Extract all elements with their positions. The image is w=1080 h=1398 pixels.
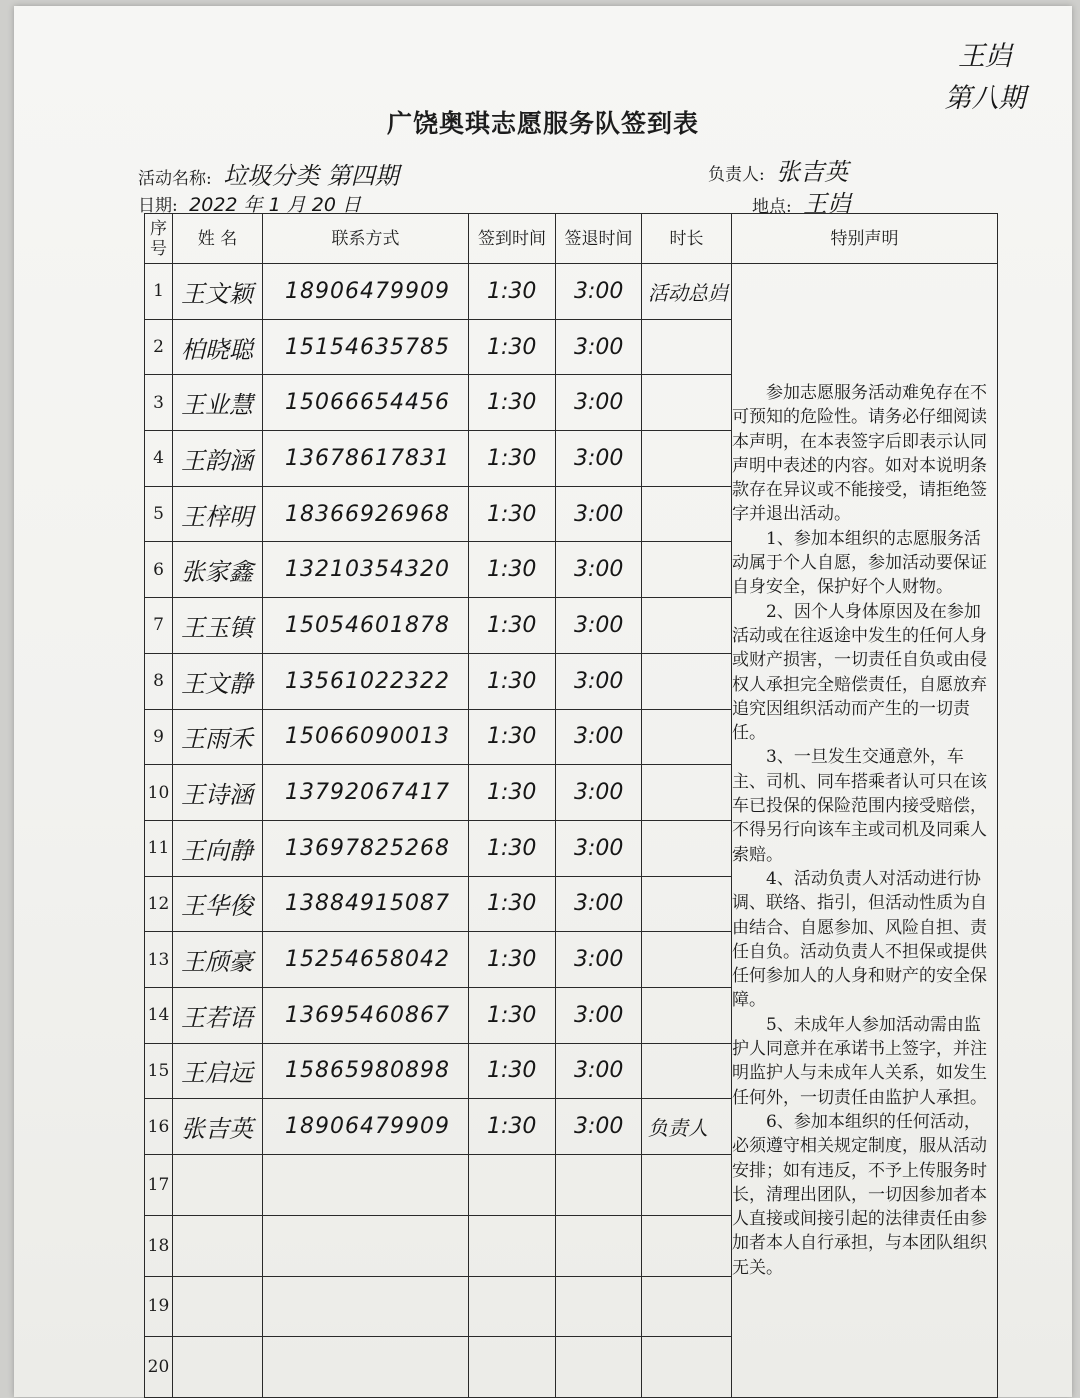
signer-phone: 15066654456 — [285, 390, 450, 416]
sign-out-time: 3:00 — [574, 278, 624, 304]
signer-name-cell — [173, 375, 263, 431]
sign-in-time-cell — [469, 820, 556, 876]
row-number-cell — [145, 987, 173, 1043]
row-number: 4 — [153, 448, 164, 469]
signer-name: 王华俊 — [181, 892, 253, 921]
place-label: 地点: — [752, 197, 792, 217]
duration-value-cell — [642, 264, 732, 320]
duration-value-cell — [642, 709, 732, 765]
sign-out-time-cell — [556, 709, 642, 765]
leader-value: 张吉英 — [776, 158, 849, 186]
signer-name-cell — [173, 987, 263, 1043]
sign-out-time: 3:00 — [574, 334, 624, 360]
signer-phone-cell — [263, 1215, 469, 1276]
row-number: 9 — [153, 726, 164, 747]
duration-value-cell — [642, 876, 732, 932]
signer-name-cell — [173, 598, 263, 654]
sign-out-time-cell — [556, 431, 642, 487]
sign-in-time: 1:30 — [487, 445, 537, 471]
signer-phone-cell — [263, 932, 469, 988]
sign-in-table — [144, 213, 998, 1398]
row-number-cell — [145, 431, 173, 487]
signer-name — [173, 1232, 181, 1260]
row-number: 7 — [153, 615, 164, 636]
notice-paragraph: 3、一旦发生交通意外，车主、司机、同车搭乘者认可只在该车已投保的保险范围内接受赔偿，不得另行向该车主或司机及同乘人索赔。 — [732, 747, 987, 865]
sign-in-time: 1:30 — [487, 668, 537, 694]
duration-value — [642, 836, 648, 860]
row-number-cell — [145, 598, 173, 654]
sign-in-time: 1:30 — [487, 835, 537, 861]
sign-out-time — [556, 1355, 574, 1380]
signer-phone-cell — [263, 876, 469, 932]
signer-phone: 18906479909 — [285, 278, 450, 304]
sign-out-time-cell — [556, 542, 642, 598]
notice-paragraph: 2、因个人身体原因及在参加活动或在往返途中发生的任何人身或财产损害，一切责任自负或由侵权人承担完全赔偿责任，自愿放弃追究因组织活动而产生的一切责任。 — [732, 601, 987, 744]
leader-field — [708, 152, 848, 187]
notice-paragraph: 1、参加本组织的志愿服务活动属于个人自愿，参加活动要保证自身安全，保护好个人财物。 — [732, 528, 987, 598]
date-label: 日期: — [138, 196, 178, 216]
duration-value-cell — [642, 1099, 732, 1155]
signer-name: 王文颖 — [181, 279, 253, 308]
row-number: 1 — [153, 281, 164, 302]
paper-sheet — [14, 6, 1072, 1397]
duration-value-cell — [642, 598, 732, 654]
row-number-cell — [145, 264, 173, 320]
duration-value-cell — [642, 1337, 732, 1398]
duration-value-cell — [642, 1043, 732, 1099]
sign-out-time: 3:00 — [574, 557, 624, 583]
duration-value-cell — [642, 653, 732, 709]
row-number-cell — [145, 375, 173, 431]
duration-value-cell — [642, 542, 732, 598]
row-number: 18 — [147, 1235, 170, 1256]
duration-value-cell — [642, 319, 732, 375]
signer-phone-cell — [263, 1337, 469, 1398]
row-number: 14 — [147, 1005, 170, 1026]
header-sign-in: 签到时间 — [469, 214, 556, 264]
special-notice — [732, 264, 998, 1398]
sign-in-time: 1:30 — [487, 278, 537, 304]
sign-out-time: 3:00 — [574, 947, 624, 973]
notice-paragraph: 5、未成年人参加活动需由监护人同意并在承诺书上签字，并注明监护人与未成年人关系，如发生任何外，一切责任由监护人承担。 — [732, 1014, 987, 1108]
signer-phone — [263, 1355, 285, 1380]
signer-name-cell — [173, 1043, 263, 1099]
signer-phone-cell — [263, 1276, 469, 1337]
duration-value — [642, 391, 648, 415]
signer-name — [173, 1353, 181, 1381]
signer-phone: 18906479909 — [285, 1114, 450, 1140]
row-number-cell — [145, 1043, 173, 1099]
sign-out-time: 3:00 — [574, 612, 624, 638]
signer-phone: 15865980898 — [285, 1058, 450, 1084]
signer-name-cell — [173, 1337, 263, 1398]
sign-out-time: 3:00 — [574, 891, 624, 917]
duration-value-cell — [642, 765, 732, 821]
sign-out-time-cell — [556, 1337, 642, 1398]
duration-value-cell — [642, 820, 732, 876]
sign-in-time-cell — [469, 876, 556, 932]
row-number: 20 — [147, 1357, 170, 1378]
sign-out-time-cell — [556, 1043, 642, 1099]
sign-in-time-cell — [469, 1215, 556, 1276]
sign-in-time: 1:30 — [487, 612, 537, 638]
duration-value — [642, 1173, 648, 1197]
duration-value: 负责人 — [648, 1116, 708, 1141]
sign-out-time-cell — [556, 1155, 642, 1216]
signer-phone-cell — [263, 319, 469, 375]
sign-in-time: 1:30 — [487, 334, 537, 360]
signer-phone-cell — [263, 431, 469, 487]
sign-out-time-cell — [556, 987, 642, 1043]
header-no — [145, 214, 173, 264]
signer-name: 王业慧 — [181, 391, 253, 420]
sign-out-time: 3:00 — [574, 445, 624, 471]
sign-out-time-cell — [556, 876, 642, 932]
duration-value — [642, 781, 648, 805]
duration-value — [642, 335, 648, 359]
sign-out-time: 3:00 — [574, 390, 624, 416]
sign-in-time-cell — [469, 709, 556, 765]
sign-in-time-cell — [469, 932, 556, 988]
signer-name-cell — [173, 486, 263, 542]
duration-value-cell — [642, 987, 732, 1043]
duration-value — [642, 892, 648, 916]
sign-in-time-cell — [469, 375, 556, 431]
signer-name-cell — [173, 1276, 263, 1337]
row-number: 15 — [147, 1060, 170, 1081]
row-number: 12 — [147, 893, 170, 914]
duration-value — [642, 613, 648, 637]
duration-value-cell — [642, 932, 732, 988]
date-value: 2022 年 1 月 20 日 — [189, 194, 361, 216]
signer-phone-cell — [263, 987, 469, 1043]
sign-in-time-cell — [469, 987, 556, 1043]
row-number: 8 — [153, 671, 164, 692]
form-title: 广饶奥琪志愿服务队签到表 — [386, 109, 699, 138]
signer-name-cell — [173, 1099, 263, 1155]
row-number: 5 — [153, 504, 164, 525]
row-number-cell — [145, 820, 173, 876]
signer-name: 张吉英 — [181, 1115, 253, 1144]
row-number: 16 — [147, 1116, 170, 1137]
sign-in-time-cell — [469, 486, 556, 542]
duration-value — [642, 1003, 648, 1027]
row-number-cell — [145, 709, 173, 765]
signer-name-cell — [173, 765, 263, 821]
duration-value-cell — [642, 375, 732, 431]
activity-label: 活动名称: — [138, 169, 212, 189]
sign-in-time-cell — [469, 431, 556, 487]
sign-out-time-cell — [556, 486, 642, 542]
sign-out-time: 3:00 — [574, 668, 624, 694]
row-number-cell — [145, 1099, 173, 1155]
duration-value-cell — [642, 1155, 732, 1216]
sign-in-time: 1:30 — [487, 1058, 537, 1084]
sign-in-time-cell — [469, 1276, 556, 1337]
signer-phone-cell — [263, 542, 469, 598]
signer-phone — [263, 1233, 285, 1258]
signer-name: 王启远 — [181, 1059, 253, 1088]
sign-in-time-cell — [469, 542, 556, 598]
corner-note-line: 第八期 — [944, 83, 1026, 114]
sign-out-time-cell — [556, 765, 642, 821]
duration-value — [642, 948, 648, 972]
sign-out-time: 3:00 — [574, 501, 624, 527]
row-number: 11 — [147, 838, 170, 859]
signer-name: 王颀豪 — [181, 948, 253, 977]
table-body — [145, 264, 998, 1398]
duration-value — [642, 502, 648, 526]
duration-value — [642, 558, 648, 582]
header-no-text: 序号 — [150, 218, 167, 259]
row-number-cell — [145, 1155, 173, 1216]
signer-name-cell — [173, 653, 263, 709]
signer-phone: 15254658042 — [285, 947, 450, 973]
signer-name: 王玉镇 — [181, 613, 253, 642]
sign-out-time-cell — [556, 319, 642, 375]
signer-name-cell — [173, 876, 263, 932]
duration-value — [642, 1294, 648, 1318]
duration-value — [642, 446, 648, 470]
row-number-cell — [145, 542, 173, 598]
header-row — [145, 214, 998, 264]
signer-phone: 13678617831 — [285, 445, 450, 471]
signer-phone-cell — [263, 375, 469, 431]
place-value: 王岿 — [803, 190, 852, 218]
row-number-cell — [145, 1215, 173, 1276]
row-number-cell — [145, 1337, 173, 1398]
sign-in-time: 1:30 — [487, 780, 537, 806]
signer-name-cell — [173, 431, 263, 487]
row-number-cell — [145, 1276, 173, 1337]
duration-value-cell — [642, 486, 732, 542]
sign-in-time: 1:30 — [487, 1114, 537, 1140]
signer-name-cell — [173, 709, 263, 765]
signer-name-cell — [173, 264, 263, 320]
sign-in-time: 1:30 — [487, 501, 537, 527]
signer-name: 柏晓聪 — [181, 335, 253, 364]
sign-in-time: 1:30 — [487, 891, 537, 917]
signer-name: 王向静 — [181, 836, 253, 865]
signer-name-cell — [173, 932, 263, 988]
signer-name: 张家鑫 — [181, 558, 253, 587]
signer-name-cell — [173, 820, 263, 876]
sign-out-time: 3:00 — [574, 835, 624, 861]
activity-field — [138, 156, 399, 191]
signer-name: 王若语 — [181, 1003, 253, 1032]
sign-out-time-cell — [556, 653, 642, 709]
row-number-cell — [145, 765, 173, 821]
sign-in-time-cell — [469, 1043, 556, 1099]
row-number: 6 — [153, 559, 164, 580]
sign-out-time-cell — [556, 1276, 642, 1337]
signer-phone — [263, 1172, 285, 1197]
row-number-cell — [145, 486, 173, 542]
row-number: 10 — [147, 782, 170, 803]
corner-note-line: 王岿 — [958, 41, 1012, 72]
signer-phone-cell — [263, 1155, 469, 1216]
duration-value-cell — [642, 1276, 732, 1337]
signer-name-cell — [173, 319, 263, 375]
row-number: 3 — [153, 392, 164, 413]
signer-phone-cell — [263, 765, 469, 821]
sign-out-time — [556, 1294, 574, 1319]
sign-out-time-cell — [556, 1215, 642, 1276]
activity-value: 垃圾分类 第四期 — [223, 162, 399, 190]
sign-in-time-cell — [469, 1099, 556, 1155]
duration-value — [642, 669, 648, 693]
sign-out-time-cell — [556, 598, 642, 654]
signer-phone-cell — [263, 653, 469, 709]
signer-name: 王文静 — [181, 669, 253, 698]
signer-phone-cell — [263, 709, 469, 765]
signer-name-cell — [173, 542, 263, 598]
sign-out-time-cell — [556, 820, 642, 876]
sign-in-time: 1:30 — [487, 1002, 537, 1028]
row-number: 19 — [147, 1296, 170, 1317]
sign-in-time-cell — [469, 264, 556, 320]
signer-phone: 13210354320 — [285, 557, 450, 583]
signer-phone-cell — [263, 598, 469, 654]
duration-value — [642, 725, 648, 749]
sign-out-time: 3:00 — [574, 1114, 624, 1140]
row-number: 13 — [147, 949, 170, 970]
sign-out-time — [556, 1233, 574, 1258]
sign-in-time — [469, 1172, 487, 1197]
sign-in-time-cell — [469, 653, 556, 709]
sign-in-time-cell — [469, 1155, 556, 1216]
row-number-cell — [145, 876, 173, 932]
leader-label: 负责人: — [708, 165, 765, 185]
row-number-cell — [145, 653, 173, 709]
duration-value: 活动总岿 — [648, 280, 728, 305]
row-number: 2 — [153, 337, 164, 358]
signer-name: 王韵涵 — [181, 446, 253, 475]
signer-name-cell — [173, 1155, 263, 1216]
signer-phone: 15066090013 — [285, 724, 450, 750]
notice-paragraph: 参加志愿服务活动难免存在不可预知的危险性。请务必仔细阅读本声明，在本表签字后即表示认同声明中表述的内容。如对本说明条款存在异议或不能接受，请拒绝签字并退出活动。 — [732, 383, 987, 525]
sign-out-time: 3:00 — [574, 724, 624, 750]
signer-name — [173, 1292, 181, 1320]
signer-phone: 15054601878 — [285, 612, 450, 638]
signer-phone: 13792067417 — [285, 780, 450, 806]
sign-out-time: 3:00 — [574, 1002, 624, 1028]
duration-value-cell — [642, 431, 732, 487]
sign-in-time-cell — [469, 598, 556, 654]
sign-in-time: 1:30 — [487, 947, 537, 973]
header-sign-out: 签退时间 — [556, 214, 642, 264]
sign-in-time-cell — [469, 765, 556, 821]
sign-in-time-cell — [469, 1337, 556, 1398]
duration-value-cell — [642, 1215, 732, 1276]
signer-phone: 13884915087 — [285, 891, 450, 917]
signer-phone: 13695460867 — [285, 1002, 450, 1028]
sign-out-time-cell — [556, 375, 642, 431]
duration-value — [642, 1059, 648, 1083]
sign-in-time — [469, 1294, 487, 1319]
header-name: 姓 名 — [173, 214, 263, 264]
sign-out-time-cell — [556, 264, 642, 320]
sign-in-time: 1:30 — [487, 724, 537, 750]
duration-value — [642, 1355, 648, 1379]
sign-in-time-cell — [469, 319, 556, 375]
signer-name-cell — [173, 1215, 263, 1276]
duration-value — [642, 1234, 648, 1258]
signer-phone: 15154635785 — [285, 334, 450, 360]
signer-name: 王诗涵 — [181, 781, 253, 810]
signer-phone: 13561022322 — [285, 668, 450, 694]
sign-in-time: 1:30 — [487, 557, 537, 583]
sign-out-time — [556, 1172, 574, 1197]
sign-out-time: 3:00 — [574, 780, 624, 806]
signer-phone-cell — [263, 1099, 469, 1155]
signer-phone-cell — [263, 264, 469, 320]
row-number-cell — [145, 319, 173, 375]
notice-paragraph: 6、参加本组织的任何活动，必须遵守相关规定制度，服从活动安排；如有违反，不予上传服务时长，清理出团队，一切因参加者本人直接或间接引起的法律责任由参加者本人自行承担，与本团队组织无关。 — [732, 1111, 987, 1278]
signer-phone: 13697825268 — [285, 835, 450, 861]
sign-in-time — [469, 1355, 487, 1380]
header-duration: 时长 — [642, 214, 732, 264]
sign-out-time-cell — [556, 932, 642, 988]
header-phone: 联系方式 — [263, 214, 469, 264]
signer-phone-cell — [263, 820, 469, 876]
row-number-cell — [145, 932, 173, 988]
sign-out-time: 3:00 — [574, 1058, 624, 1084]
table-row — [145, 264, 998, 320]
sign-in-time: 1:30 — [487, 390, 537, 416]
sign-out-time-cell — [556, 1099, 642, 1155]
row-number: 17 — [147, 1174, 170, 1195]
signer-name — [173, 1171, 181, 1199]
notice-paragraph: 4、活动负责人对活动进行协调、联络、指引，但活动性质为自由结合、自愿参加、风险自担、责任自负。活动负责人不担保或提供任何参加人的人身和财产的安全保障。 — [732, 868, 987, 1011]
sign-in-time — [469, 1233, 487, 1258]
signer-phone-cell — [263, 1043, 469, 1099]
signer-name: 王雨禾 — [181, 725, 253, 754]
signer-name: 王梓明 — [181, 502, 253, 531]
signer-phone — [263, 1294, 285, 1319]
header-notice: 特别声明 — [732, 214, 998, 264]
signer-phone-cell — [263, 486, 469, 542]
signer-phone: 18366926968 — [285, 501, 450, 527]
